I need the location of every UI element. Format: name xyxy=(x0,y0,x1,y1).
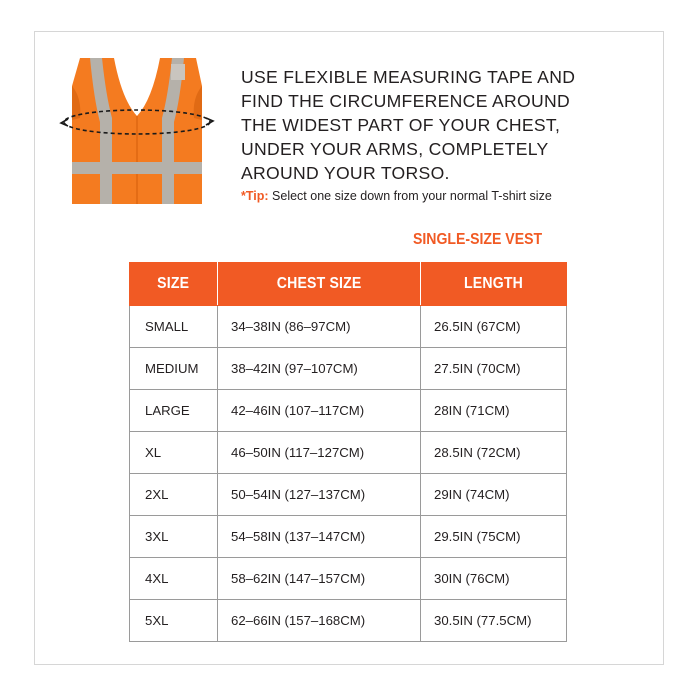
table-row xyxy=(130,432,567,474)
size-cell: 3XL xyxy=(130,516,218,558)
instruction-line: THE WIDEST PART OF YOUR CHEST, xyxy=(241,115,561,135)
instruction-line: AROUND YOUR TORSO. xyxy=(241,163,450,183)
table-row xyxy=(130,348,567,390)
header-chest-size: CHEST SIZE xyxy=(218,263,421,306)
safety-vest-icon xyxy=(50,56,225,206)
chest-size-cell: 62–66IN (157–168CM) xyxy=(218,600,421,642)
size-cell: 5XL xyxy=(130,600,218,642)
size-cell: 4XL xyxy=(130,558,218,600)
measuring-instructions xyxy=(241,65,641,185)
length-cell: 26.5IN (67CM) xyxy=(421,306,567,348)
header-length: LENGTH xyxy=(421,263,567,306)
length-cell: 28.5IN (72CM) xyxy=(421,432,567,474)
chest-size-cell: 58–62IN (147–157CM) xyxy=(218,558,421,600)
table-header-row xyxy=(130,263,567,306)
length-cell: 30IN (76CM) xyxy=(421,558,567,600)
chest-size-cell: 54–58IN (137–147CM) xyxy=(218,516,421,558)
length-cell: 27.5IN (70CM) xyxy=(421,348,567,390)
instruction-line: UNDER YOUR ARMS, COMPLETELY xyxy=(241,139,549,159)
table-body xyxy=(130,306,567,642)
vest-id-badge xyxy=(171,64,185,80)
tip-label: *Tip: xyxy=(241,189,269,203)
table-row xyxy=(130,474,567,516)
chest-size-cell: 46–50IN (117–127CM) xyxy=(218,432,421,474)
length-cell: 28IN (71CM) xyxy=(421,390,567,432)
length-cell: 29.5IN (75CM) xyxy=(421,516,567,558)
table-row xyxy=(130,600,567,642)
tip-text: Select one size down from your normal T-shirt size xyxy=(272,189,552,203)
size-cell: LARGE xyxy=(130,390,218,432)
vest-horizontal-band xyxy=(72,162,202,174)
size-cell: SMALL xyxy=(130,306,218,348)
instruction-line: FIND THE CIRCUMFERENCE AROUND xyxy=(241,91,570,111)
size-cell: MEDIUM xyxy=(130,348,218,390)
size-cell: 2XL xyxy=(130,474,218,516)
sizing-tip xyxy=(241,188,661,204)
length-cell: 30.5IN (77.5CM) xyxy=(421,600,567,642)
chest-size-cell: 38–42IN (97–107CM) xyxy=(218,348,421,390)
length-cell: 29IN (74CM) xyxy=(421,474,567,516)
size-chart-table xyxy=(129,262,567,642)
chest-size-cell: 42–46IN (107–117CM) xyxy=(218,390,421,432)
chest-size-cell: 50–54IN (127–137CM) xyxy=(218,474,421,516)
size-cell: XL xyxy=(130,432,218,474)
table-row xyxy=(130,306,567,348)
chest-size-cell: 34–38IN (86–97CM) xyxy=(218,306,421,348)
table-row xyxy=(130,558,567,600)
table-row xyxy=(130,516,567,558)
header-size: SIZE xyxy=(130,263,218,306)
table-row xyxy=(130,390,567,432)
table-title: SINGLE-SIZE VEST xyxy=(413,231,543,248)
instruction-line: USE FLEXIBLE MEASURING TAPE AND xyxy=(241,67,576,87)
